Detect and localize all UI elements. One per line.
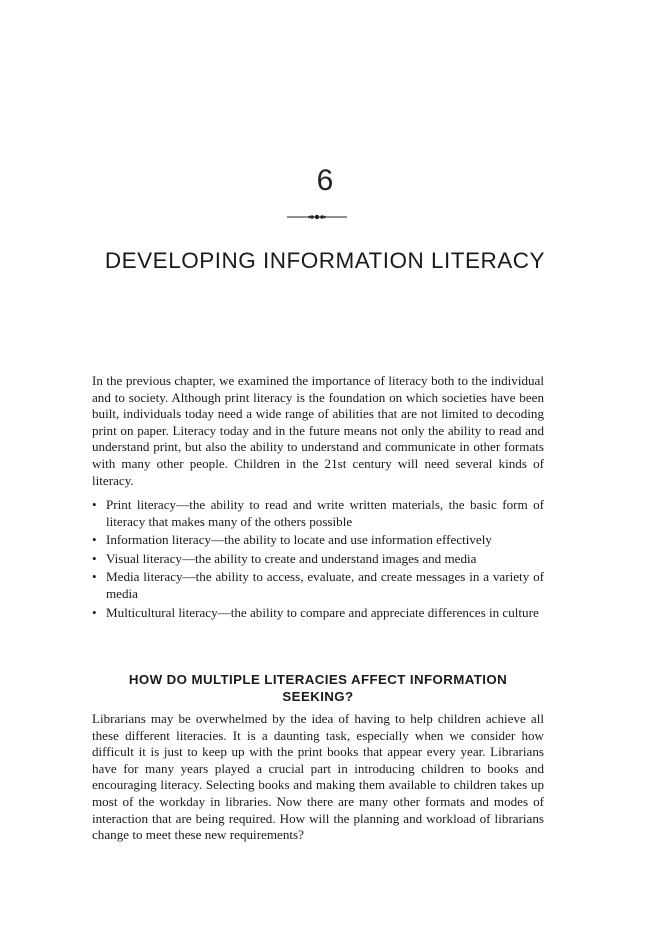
list-item-text: Multicultural literacy—the ability to compare and appreciate differences in culture (106, 604, 539, 620)
list-item-text: Information literacy—the ability to locate and use information effectively (106, 532, 492, 548)
section-paragraph: Librarians may be overwhelmed by the idea of having to help children achieve all these different literacies. It is a daunting task, especially when we consider how difficult it is just to keep up with the print books that appear every year. Librarians have for many years played a crucial part in introducing children to books and encouraging literacy. Selecting books and making them available to children takes up most of the workday in libraries. Now there are many other formats and modes of interaction that are being required. How will the planning and workload of librarians change to meet these new requirements? (92, 711, 544, 843)
list-item (92, 605, 544, 622)
chapter-number: 6 (316, 164, 334, 197)
section-heading: HOW DO MULTIPLE LITERACIES AFFECT INFORMATION SEEKING? (128, 672, 508, 704)
literacy-list (92, 497, 544, 623)
list-item (92, 497, 544, 530)
list-item-text: Visual literacy—the ability to create and understand images and media (106, 550, 477, 566)
list-item (92, 551, 544, 568)
bullet-icon: • (92, 569, 97, 585)
bullet-icon: • (92, 532, 97, 548)
list-item-text: Media literacy—the ability to access, evaluate, and create messages in a variety of media (106, 569, 544, 601)
bullet-icon: • (92, 604, 97, 620)
bullet-icon: • (92, 497, 97, 512)
chapter-title: DEVELOPING INFORMATION LITERACY (104, 248, 546, 273)
bullet-icon: • (92, 550, 97, 566)
list-item-text: Print literacy—the ability to read and write written materials, the basic form of literacy that makes many of the others possible (106, 497, 544, 529)
ornament-divider-icon (286, 212, 348, 222)
intro-paragraph: In the previous chapter, we examined the importance of literacy both to the individual and to society. Although print literacy is the foundation on which societies have been built, individuals today need a wide range of abilities that are not limited to decoding print on paper. Literacy today and in the future means not only the ability to read and understand print, but also the ability to understand and communicate in other formats with many other people. Children in the 21st century will need several kinds of literacy. (92, 373, 544, 488)
list-item (92, 532, 544, 549)
list-item (92, 569, 544, 602)
